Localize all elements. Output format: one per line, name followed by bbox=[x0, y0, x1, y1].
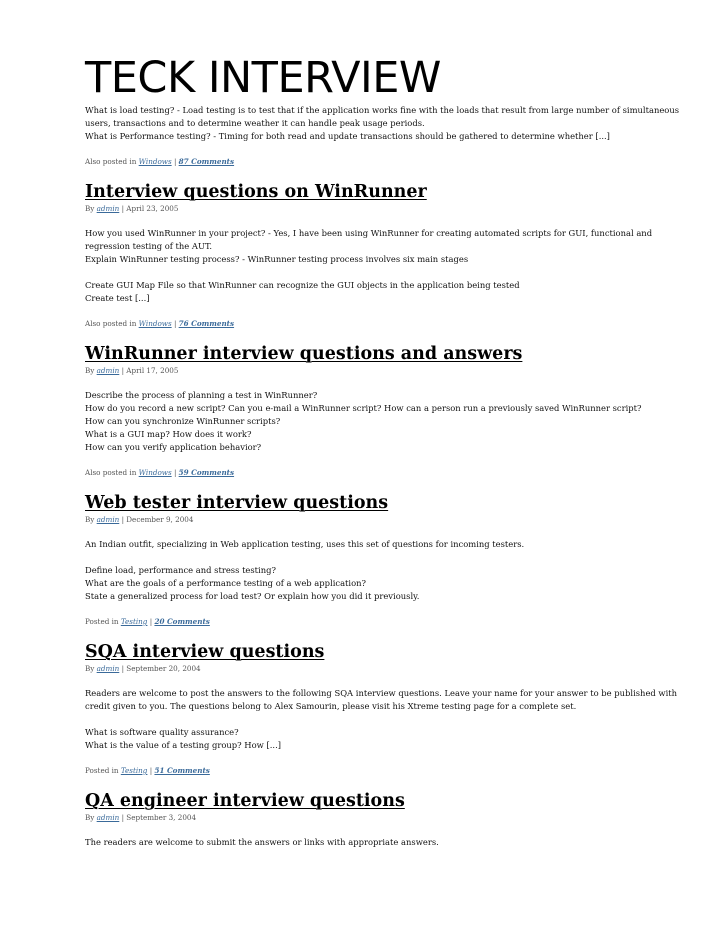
excerpt-line: Describe the process of planning a test in WinRunner? bbox=[85, 390, 318, 400]
byline-prefix: By bbox=[85, 204, 95, 213]
post-title-link[interactable]: SQA interview questions bbox=[85, 642, 325, 662]
post-title-link[interactable]: Web tester interview questions bbox=[85, 493, 389, 513]
byline: By admin | September 20, 2004 bbox=[85, 664, 201, 673]
post-meta: Also posted in Windows | 76 Comments bbox=[85, 319, 235, 328]
post-date: April 17, 2005 bbox=[126, 366, 179, 375]
intro-line: users, transactions and to determine weather it can handle peak usage periods. bbox=[85, 118, 425, 128]
excerpt-line: What is the value of a testing group? How [...] bbox=[85, 740, 282, 750]
meta-prefix: Also posted in bbox=[85, 468, 137, 477]
byline: By admin | September 3, 2004 bbox=[85, 813, 197, 822]
category-link[interactable]: Testing bbox=[120, 766, 148, 775]
excerpt-line: How can you synchronize WinRunner scripts? bbox=[85, 416, 281, 426]
author-link[interactable]: admin bbox=[96, 366, 120, 375]
post-date: September 3, 2004 bbox=[126, 813, 197, 822]
byline-prefix: By bbox=[85, 813, 95, 822]
comments-link[interactable]: 87 Comments bbox=[178, 157, 235, 166]
intro-meta: Also posted in Windows | 87 Comments bbox=[85, 157, 235, 166]
post-excerpt bbox=[85, 538, 645, 603]
byline: By admin | April 23, 2005 bbox=[85, 204, 179, 213]
post-title-link[interactable]: Interview questions on WinRunner bbox=[85, 182, 427, 202]
excerpt-line: credit given to you. The questions belong to Alex Samourin, please visit his Xtreme testing page for a complete set. bbox=[85, 701, 577, 711]
excerpt-line: The readers are welcome to submit the answers or links with appropriate answers. bbox=[85, 837, 439, 847]
post bbox=[85, 492, 645, 627]
category-link[interactable]: Windows bbox=[138, 468, 172, 477]
author-link[interactable]: admin bbox=[96, 515, 120, 524]
excerpt-line: How do you record a new script? Can you e-mail a WinRunner script? How can a person run a previously saved WinRunner script? bbox=[85, 403, 642, 413]
post-title-link[interactable]: QA engineer interview questions bbox=[85, 791, 405, 811]
post-date: September 20, 2004 bbox=[126, 664, 201, 673]
excerpt-line: State a generalized process for load test? Or explain how you did it previously. bbox=[85, 591, 420, 601]
post-title-link[interactable]: WinRunner interview questions and answers bbox=[85, 344, 523, 364]
author-link[interactable]: admin bbox=[96, 813, 120, 822]
category-link[interactable]: Windows bbox=[138, 157, 172, 166]
excerpt-line: An Indian outfit, specializing in Web application testing, uses this set of questions for incoming testers. bbox=[85, 539, 525, 549]
meta-prefix: Also posted in bbox=[85, 319, 137, 328]
byline-prefix: By bbox=[85, 515, 95, 524]
excerpt-line: Readers are welcome to post the answers to the following SQA interview questions. Leave your name for your answer to be published with bbox=[85, 688, 678, 698]
post-excerpt bbox=[85, 687, 678, 752]
post-excerpt bbox=[85, 389, 645, 454]
comments-link[interactable]: 59 Comments bbox=[178, 468, 235, 477]
excerpt-line: regression testing of the AUT. bbox=[85, 241, 213, 251]
intro-excerpt bbox=[85, 104, 680, 143]
byline-prefix: By bbox=[85, 366, 95, 375]
excerpt-line: Explain WinRunner testing process? - WinRunner testing process involves six main stages bbox=[85, 254, 469, 264]
author-link[interactable]: admin bbox=[96, 204, 120, 213]
comments-link[interactable]: 20 Comments bbox=[154, 617, 210, 626]
category-link[interactable]: Windows bbox=[138, 319, 172, 328]
post bbox=[85, 343, 645, 478]
comments-link[interactable]: 76 Comments bbox=[178, 319, 235, 328]
site-title: TECK INTERVIEW bbox=[85, 53, 441, 103]
excerpt-line: How can you verify application behavior? bbox=[85, 442, 262, 452]
excerpt-line: What is software quality assurance? bbox=[85, 727, 239, 737]
excerpt-line: How you used WinRunner in your project? - Yes, I have been using WinRunner for creating automated scripts for GUI, functional and bbox=[85, 228, 653, 238]
meta-prefix: Also posted in bbox=[85, 157, 137, 166]
post-meta: Posted in Testing | 20 Comments bbox=[85, 617, 210, 626]
excerpt-line: What are the goals of a performance testing of a web application? bbox=[85, 578, 367, 588]
author-link[interactable]: admin bbox=[96, 664, 120, 673]
intro-line: What is Performance testing? - Timing for both read and update transactions should be gathered to determine whether [...] bbox=[85, 131, 610, 141]
byline-prefix: By bbox=[85, 664, 95, 673]
excerpt-line: Create GUI Map File so that WinRunner can recognize the GUI objects in the application being tested bbox=[85, 280, 520, 290]
byline: By admin | April 17, 2005 bbox=[85, 366, 179, 375]
excerpt-line: What is a GUI map? How does it work? bbox=[85, 429, 252, 439]
post bbox=[85, 790, 645, 849]
meta-prefix: Posted in bbox=[85, 617, 119, 626]
excerpt-line: Define load, performance and stress testing? bbox=[85, 565, 276, 575]
post-excerpt bbox=[85, 836, 645, 849]
intro-line: What is load testing? - Load testing is to test that if the application works fine with the loads that result from large number of simultaneous bbox=[85, 105, 680, 115]
post-date: December 9, 2004 bbox=[126, 515, 194, 524]
meta-prefix: Posted in bbox=[85, 766, 119, 775]
excerpt-line: Create test [...] bbox=[85, 293, 150, 303]
byline: By admin | December 9, 2004 bbox=[85, 515, 194, 524]
comments-link[interactable]: 51 Comments bbox=[154, 766, 210, 775]
category-link[interactable]: Testing bbox=[120, 617, 148, 626]
post-date: April 23, 2005 bbox=[126, 204, 179, 213]
post bbox=[85, 181, 653, 329]
post-excerpt bbox=[85, 227, 653, 305]
post bbox=[85, 641, 678, 776]
post-meta: Also posted in Windows | 59 Comments bbox=[85, 468, 235, 477]
post-meta: Posted in Testing | 51 Comments bbox=[85, 766, 210, 775]
